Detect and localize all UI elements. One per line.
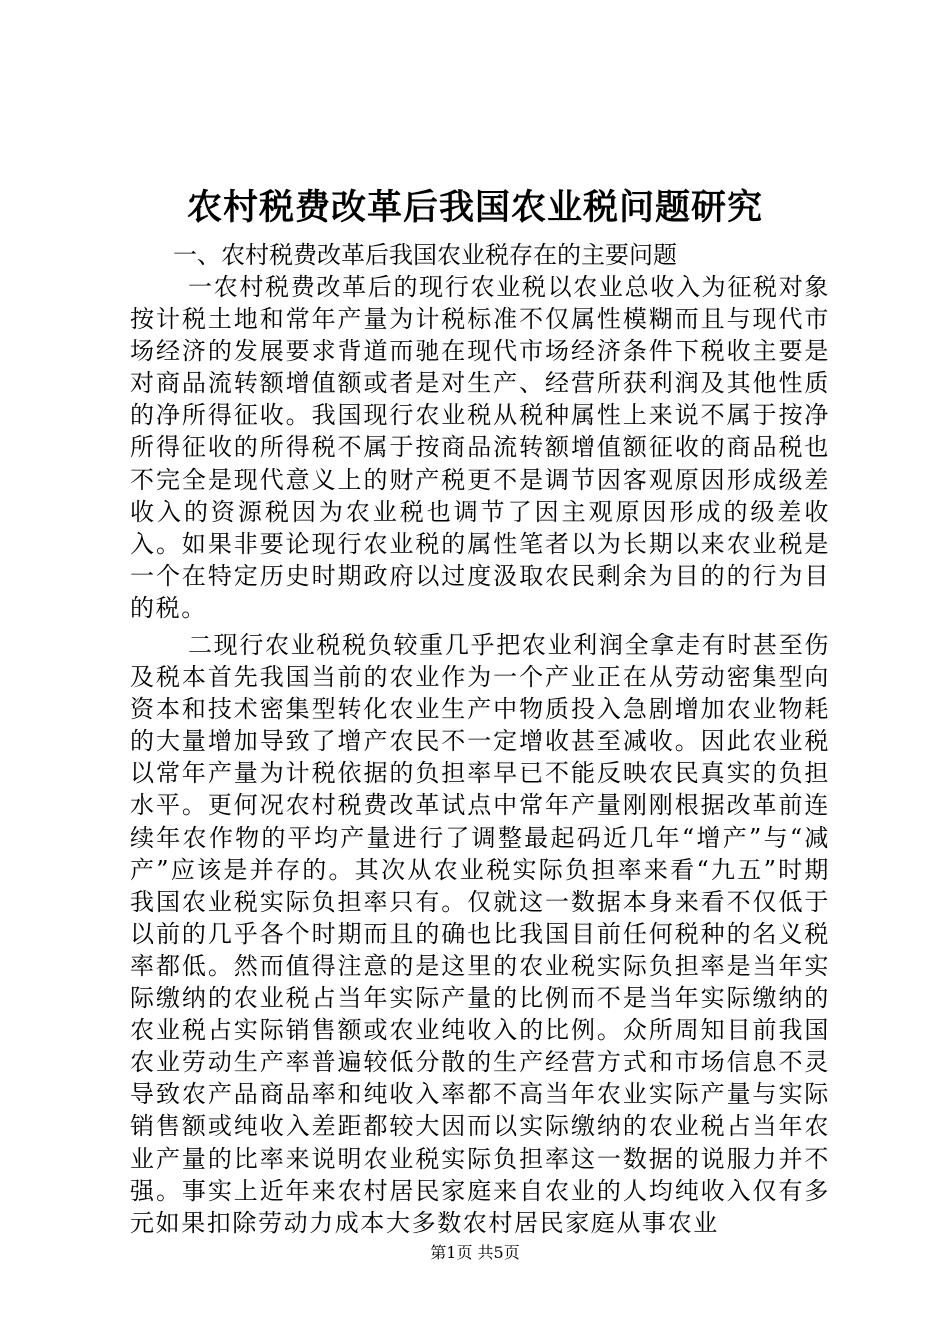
body-paragraph-2: 二现行农业税税负较重几乎把农业利润全拿走有时甚至伤及税本首先我国当前的农业作为一个产业正在从劳动密集型向资本和技术密集型转化农业生产中物质投入急剧增加农业物耗的大量增加导致了增产农民不一定增收甚至减收。因此农业税以常年产量为计税依据的负担率早已不能反映农民真实的负担水平。更何况农村税费改革试点中常年产量刚刚根据改革前连续年农作物的平均产量进行了调整最起码近几年“增产”与“减产”应该是并存的。其次从农业税实际负担率来看“九五”时期我国农业税实际负担率只有。仅就这一数据本身来看不仅低于以前的几乎各个时期而且的确也比我国目前任何税种的名义税率都低。然而值得注意的是这里的农业税实际负担率是当年实际缴纳的农业税占当年实际产量的比例而不是当年实际缴纳的农业税占实际销售额或农业纯收入的比例。众所周知目前我国农业劳动生产率普遍较低分散的生产经营方式和市场信息不灵导致农产品商品率和纯收入率都不高当年农业实际产量与实际销售额或纯收入差距都较大因而以实际缴纳的农业税占当年农业产量的比率来说明农业税实际负担率这一数据的说服力并不强。事实上近年来农村居民家庭来自农业的人均纯收入仅有多元如果扣除劳动力成本大多数农村居民家庭从事农业 — [130, 631, 830, 1237]
section-heading: 一、农村税费改革后我国农业税存在的主要问题 — [173, 241, 677, 269]
body-paragraph-1: 一农村税费改革后的现行农业税以农业总收入为征税对象按计税土地和常年产量为计税标准不仅属性模糊而且与现代市场经济的发展要求背道而驰在现代市场经济条件下税收主要是对商品流转额增值额或者是对生产、经营所获利润及其他性质的净所得征收。我国现行农业税从税种属性上来说不属于按净所得征收的所得税不属于按商品流转额增值额征收的商品税也不完全是现代意义上的财产税更不是调节因客观原因形成级差收入的资源税因为农业税也调节了因主观原因形成的级差收入。如果非要论现行农业税的属性笔者以为长期以来农业税是一个在特定历史时期政府以过度汲取农民剩余为目的的行为目的税。 — [130, 273, 830, 622]
document-title: 农村税费改革后我国农业税问题研究 — [186, 187, 763, 228]
page-number-footer: 第1页 共5页 — [430, 1243, 520, 1262]
